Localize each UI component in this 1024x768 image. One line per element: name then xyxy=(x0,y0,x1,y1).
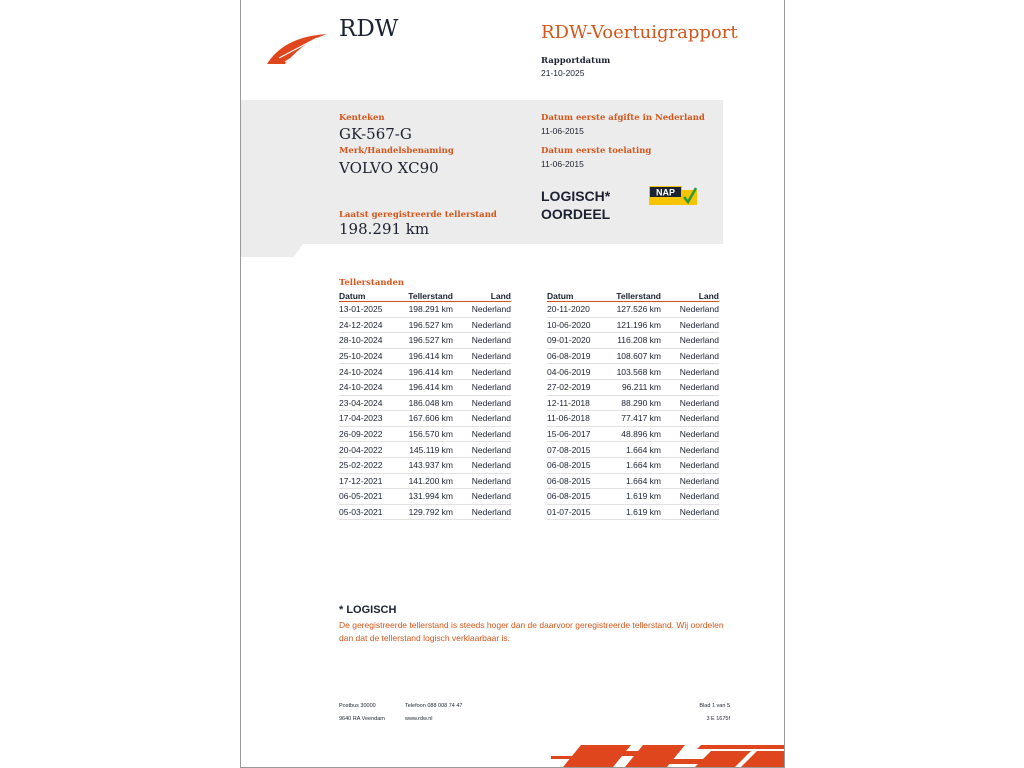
cell-country: Nederland xyxy=(661,504,719,520)
table-row xyxy=(547,473,719,489)
cell-reading: 143.937 km xyxy=(405,457,453,473)
cell-date: 10-06-2020 xyxy=(547,317,613,333)
cell-reading: 141.200 km xyxy=(405,473,453,489)
cell-reading: 1.664 km xyxy=(613,473,661,489)
col-country: Land xyxy=(453,290,511,302)
cell-reading: 116.208 km xyxy=(613,333,661,349)
table-row xyxy=(547,504,719,520)
table-row xyxy=(339,426,511,442)
report-date-label: Rapportdatum xyxy=(541,56,611,66)
judgement-line-1: LOGISCH* xyxy=(541,188,611,204)
cell-date: 15-06-2017 xyxy=(547,426,613,442)
cell-date: 06-05-2021 xyxy=(339,489,405,505)
cell-country: Nederland xyxy=(453,489,511,505)
cell-date: 24-10-2024 xyxy=(339,379,405,395)
table-row xyxy=(339,333,511,349)
rdw-logo-icon xyxy=(265,30,331,66)
table-row xyxy=(339,442,511,458)
table-row xyxy=(339,411,511,427)
cell-country: Nederland xyxy=(453,426,511,442)
cell-reading: 103.568 km xyxy=(613,364,661,380)
table-row xyxy=(547,457,719,473)
cell-reading: 1.664 km xyxy=(613,442,661,458)
cell-reading: 77.417 km xyxy=(613,411,661,427)
stripes-decoration-icon xyxy=(551,745,784,767)
cell-reading: 1.619 km xyxy=(613,489,661,505)
plate-label: Kenteken xyxy=(339,113,385,123)
cell-date: 06-08-2015 xyxy=(547,473,613,489)
table-row xyxy=(547,411,719,427)
col-date: Datum xyxy=(339,290,405,302)
table-row xyxy=(547,317,719,333)
cell-reading: 196.414 km xyxy=(405,364,453,380)
cell-reading: 48.896 km xyxy=(613,426,661,442)
cell-country: Nederland xyxy=(661,473,719,489)
cell-date: 24-10-2024 xyxy=(339,364,405,380)
panel-tail xyxy=(241,244,303,257)
cell-reading: 121.196 km xyxy=(613,317,661,333)
cell-date: 12-11-2018 xyxy=(547,395,613,411)
table-row xyxy=(339,473,511,489)
nap-check-icon xyxy=(649,186,697,205)
cell-country: Nederland xyxy=(661,302,719,318)
table-row xyxy=(339,489,511,505)
cell-reading: 1.664 km xyxy=(613,457,661,473)
footer-page: Blad 1 van 5 xyxy=(699,703,730,709)
cell-date: 04-06-2019 xyxy=(547,364,613,380)
cell-date: 06-08-2015 xyxy=(547,457,613,473)
cell-country: Nederland xyxy=(453,379,511,395)
vehicle-make: VOLVO XC90 xyxy=(339,159,439,177)
cell-country: Nederland xyxy=(661,457,719,473)
table-row xyxy=(547,489,719,505)
cell-country: Nederland xyxy=(453,364,511,380)
cell-country: Nederland xyxy=(453,333,511,349)
cell-reading: 108.607 km xyxy=(613,348,661,364)
table-row xyxy=(339,457,511,473)
cell-reading: 129.792 km xyxy=(405,504,453,520)
cell-country: Nederland xyxy=(661,411,719,427)
footer-web[interactable]: www.rdw.nl xyxy=(405,716,433,722)
first-nl-date: 11-06-2015 xyxy=(541,126,584,136)
cell-country: Nederland xyxy=(661,333,719,349)
cell-reading: 96.211 km xyxy=(613,379,661,395)
cell-reading: 196.527 km xyxy=(405,333,453,349)
table-row xyxy=(547,333,719,349)
note-text: De geregistreerde tellerstand is steeds hoger dan de daarvoor geregistreerde tellerstand. Wij oordelen dan dat de tellerstand logisch verklaarbaar is. xyxy=(339,620,724,643)
cell-country: Nederland xyxy=(453,348,511,364)
cell-country: Nederland xyxy=(453,442,511,458)
cell-reading: 198.291 km xyxy=(405,302,453,318)
first-admission-date: 11-06-2015 xyxy=(541,159,584,169)
table-row xyxy=(339,364,511,380)
footer-phone: Telefoon 088 008 74 47 xyxy=(405,703,463,709)
make-label: Merk/Handelsbenaming xyxy=(339,146,454,156)
cell-date: 23-04-2024 xyxy=(339,395,405,411)
cell-date: 17-04-2023 xyxy=(339,411,405,427)
cell-country: Nederland xyxy=(453,457,511,473)
cell-reading: 156.570 km xyxy=(405,426,453,442)
report-title: RDW-Voertuigrapport xyxy=(541,22,738,43)
cell-reading: 196.527 km xyxy=(405,317,453,333)
first-nl-label: Datum eerste afgifte in Nederland xyxy=(541,113,705,123)
cell-date: 07-08-2015 xyxy=(547,442,613,458)
cell-date: 27-02-2019 xyxy=(547,379,613,395)
cell-country: Nederland xyxy=(453,504,511,520)
cell-date: 11-06-2018 xyxy=(547,411,613,427)
brand-name: RDW xyxy=(339,16,399,42)
cell-reading: 127.526 km xyxy=(613,302,661,318)
cell-country: Nederland xyxy=(661,395,719,411)
table-row xyxy=(339,302,511,318)
note-title: * LOGISCH xyxy=(339,604,397,616)
footer-postbus: Postbus 30000 xyxy=(339,703,376,709)
table-row xyxy=(339,317,511,333)
footer-address: 9640 RA Veendam xyxy=(339,716,385,722)
footer-code: 3 E 1675f xyxy=(706,716,730,722)
readings-table-right xyxy=(547,290,719,520)
cell-date: 17-12-2021 xyxy=(339,473,405,489)
table-row xyxy=(339,504,511,520)
judgement-line-2: OORDEEL xyxy=(541,206,611,222)
cell-reading: 88.290 km xyxy=(613,395,661,411)
cell-reading: 131.994 km xyxy=(405,489,453,505)
cell-country: Nederland xyxy=(453,411,511,427)
cell-date: 25-10-2024 xyxy=(339,348,405,364)
cell-date: 05-03-2021 xyxy=(339,504,405,520)
first-admission-label: Datum eerste toelating xyxy=(541,146,652,156)
report-page xyxy=(240,0,785,768)
cell-reading: 167.606 km xyxy=(405,411,453,427)
table-row xyxy=(547,442,719,458)
cell-country: Nederland xyxy=(661,364,719,380)
cell-date: 01-07-2015 xyxy=(547,504,613,520)
cell-date: 09-01-2020 xyxy=(547,333,613,349)
cell-country: Nederland xyxy=(661,379,719,395)
col-reading: Tellerstand xyxy=(613,290,661,302)
col-country: Land xyxy=(661,290,719,302)
readings-title: Tellerstanden xyxy=(339,278,405,288)
table-row xyxy=(339,379,511,395)
table-row xyxy=(547,379,719,395)
readings-table-left xyxy=(339,290,511,520)
nap-text: NAP xyxy=(655,187,676,198)
table-row xyxy=(547,426,719,442)
cell-reading: 1.619 km xyxy=(613,504,661,520)
table-row xyxy=(339,348,511,364)
table-row xyxy=(339,395,511,411)
cell-country: Nederland xyxy=(661,317,719,333)
cell-date: 13-01-2025 xyxy=(339,302,405,318)
last-odometer: 198.291 km xyxy=(339,220,430,238)
cell-date: 06-08-2015 xyxy=(547,489,613,505)
cell-date: 20-11-2020 xyxy=(547,302,613,318)
cell-reading: 186.048 km xyxy=(405,395,453,411)
cell-country: Nederland xyxy=(453,317,511,333)
col-date: Datum xyxy=(547,290,613,302)
cell-reading: 145.119 km xyxy=(405,442,453,458)
cell-country: Nederland xyxy=(453,302,511,318)
judgement xyxy=(541,187,610,223)
cell-country: Nederland xyxy=(453,395,511,411)
cell-date: 26-09-2022 xyxy=(339,426,405,442)
cell-country: Nederland xyxy=(661,426,719,442)
table-row xyxy=(547,348,719,364)
col-reading: Tellerstand xyxy=(405,290,453,302)
cell-date: 24-12-2024 xyxy=(339,317,405,333)
cell-date: 25-02-2022 xyxy=(339,457,405,473)
table-row xyxy=(547,395,719,411)
cell-date: 28-10-2024 xyxy=(339,333,405,349)
cell-country: Nederland xyxy=(661,442,719,458)
cell-country: Nederland xyxy=(661,348,719,364)
license-plate: GK-567-G xyxy=(339,125,412,143)
cell-reading: 196.414 km xyxy=(405,348,453,364)
report-date: 21-10-2025 xyxy=(541,68,585,78)
cell-reading: 196.414 km xyxy=(405,379,453,395)
cell-country: Nederland xyxy=(453,473,511,489)
cell-country: Nederland xyxy=(661,489,719,505)
odometer-label: Laatst geregistreerde tellerstand xyxy=(339,210,497,220)
table-row xyxy=(547,364,719,380)
table-row xyxy=(547,302,719,318)
cell-date: 20-04-2022 xyxy=(339,442,405,458)
cell-date: 06-08-2019 xyxy=(547,348,613,364)
